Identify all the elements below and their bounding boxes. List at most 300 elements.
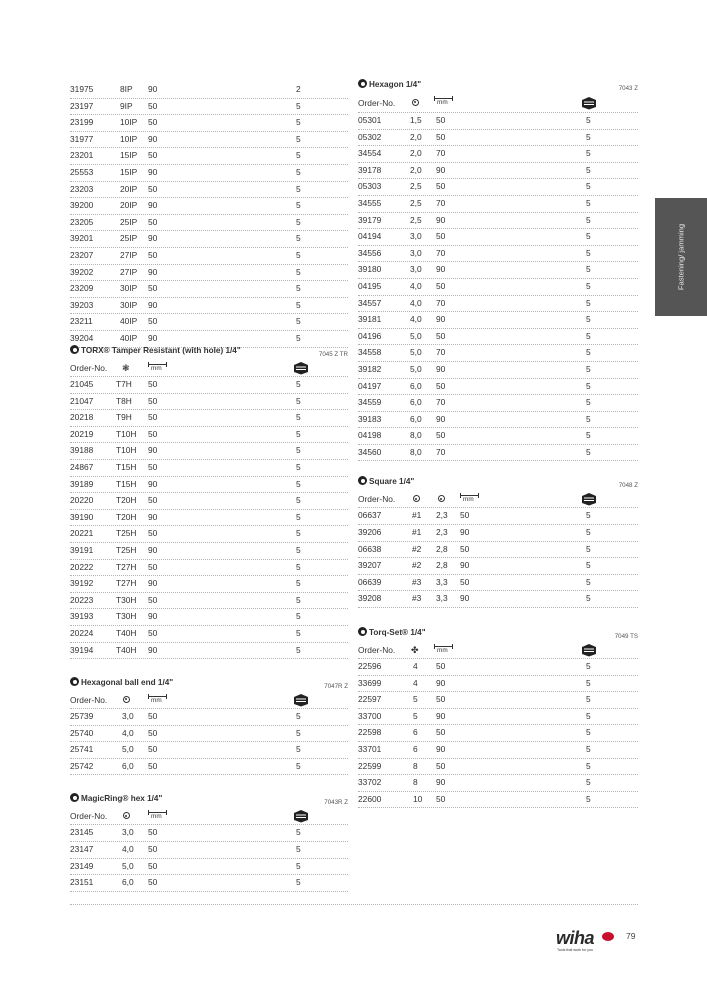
table-cell: 90 — [148, 445, 158, 456]
table-cell: 20220 — [70, 495, 94, 506]
table-cell: 50 — [148, 844, 158, 855]
table-row — [358, 742, 638, 759]
table-cell: 06637 — [358, 510, 382, 521]
table-cell: 5 — [586, 115, 591, 125]
table-cell: 90 — [148, 511, 158, 522]
table-cell: 5 — [296, 711, 301, 722]
table-cell: 5 — [296, 316, 301, 327]
table-row — [70, 427, 348, 444]
table-cell: 5 — [296, 528, 301, 539]
table-cell: 24867 — [70, 461, 94, 472]
length-icon: mm — [434, 97, 453, 106]
table-cell: 90 — [460, 560, 470, 571]
table-cell: 23207 — [70, 249, 94, 260]
table-cell: 90 — [436, 710, 446, 721]
table-row — [358, 146, 638, 163]
table-cell: 5 — [586, 231, 591, 242]
table-cell: 5 — [296, 266, 301, 277]
table-header — [358, 642, 638, 659]
table-cell: 23209 — [70, 283, 94, 294]
table-cell: 5 — [586, 363, 591, 374]
torx-plus-table — [70, 82, 348, 343]
table-cell: T27H — [116, 561, 137, 572]
table-cell: 90 — [436, 744, 446, 754]
table-row — [70, 709, 348, 726]
table-cell: 5 — [296, 445, 301, 456]
table-cell: 23211 — [70, 316, 93, 327]
table-cell: 5 — [296, 299, 301, 310]
table-row — [358, 246, 638, 263]
table-row — [70, 510, 348, 527]
table-row — [70, 215, 348, 232]
table-cell: 50 — [148, 412, 158, 423]
table-cell: 50 — [148, 216, 158, 227]
table-row — [70, 477, 348, 494]
order-no-header: Order-No. — [70, 363, 108, 373]
table-row — [70, 281, 348, 298]
table-row — [70, 443, 348, 460]
table-cell: 34557 — [358, 297, 382, 308]
table-cell: 3,0 — [410, 264, 422, 275]
table-cell: 50 — [148, 594, 158, 605]
table-cell: 39191 — [70, 544, 94, 555]
table-cell: 50 — [436, 131, 446, 142]
table-cell: 5 — [586, 543, 591, 554]
table-row — [358, 659, 638, 676]
table-cell: 5 — [296, 166, 301, 177]
table-cell: 6,0 — [410, 413, 422, 424]
table-cell: 6,0 — [122, 760, 134, 771]
table-cell: 5 — [586, 661, 591, 672]
table-cell: 39208 — [358, 593, 382, 604]
hexagon-title-row — [358, 78, 638, 94]
table-row — [358, 329, 638, 346]
table-cell: #2 — [412, 543, 422, 554]
table-cell: 50 — [436, 727, 446, 738]
table-cell: 5 — [296, 594, 301, 605]
table-cell: 39207 — [358, 560, 382, 571]
table-cell: 2,3 — [436, 527, 448, 538]
table-cell: 20IP — [120, 183, 138, 194]
table-cell: 39189 — [70, 478, 94, 489]
table-row — [358, 558, 638, 575]
table-cell: 10 — [413, 793, 423, 804]
order-no-header: Order-No. — [358, 645, 396, 656]
table-cell: 70 — [436, 446, 446, 457]
table-cell: 90 — [148, 84, 158, 94]
table-cell: 50 — [436, 694, 446, 705]
table-cell: 50 — [436, 280, 446, 291]
table-row — [70, 298, 348, 315]
table-row — [70, 314, 348, 331]
table-cell: 22596 — [358, 661, 382, 672]
table-cell: 20219 — [70, 428, 94, 439]
table-cell: 50 — [436, 115, 446, 125]
table-cell: 5 — [296, 844, 301, 855]
table-row — [358, 163, 638, 180]
table-row — [358, 412, 638, 429]
table-row — [70, 265, 348, 282]
table-row — [358, 296, 638, 313]
table-cell: 90 — [148, 644, 158, 655]
table-cell: 6 — [413, 744, 418, 754]
table-cell: 50 — [148, 183, 158, 194]
brand-tagline: Tools that work for you — [557, 948, 593, 952]
table-row — [70, 115, 348, 132]
table-cell: 10IP — [120, 133, 138, 144]
table-cell: 2,8 — [436, 560, 448, 571]
table-cell: 04197 — [358, 380, 382, 391]
table-row — [358, 428, 638, 445]
section-title: Hexagon 1/4" — [369, 80, 422, 89]
table-cell: T30H — [116, 594, 137, 605]
table-row — [70, 842, 348, 859]
hexagon-size-icon — [123, 812, 130, 819]
table-cell: 5 — [296, 117, 301, 128]
table-cell: 3,0 — [122, 827, 134, 838]
table-cell: 5 — [296, 611, 301, 622]
table-cell: 70 — [436, 297, 446, 308]
table-cell: 22597 — [358, 694, 382, 705]
table-cell: T20H — [116, 495, 137, 506]
table-row — [70, 742, 348, 759]
table-cell: 34554 — [358, 148, 382, 159]
table-cell: 50 — [436, 380, 446, 391]
table-cell: 90 — [460, 593, 470, 604]
table-cell: 5 — [586, 446, 591, 457]
table-cell: 39192 — [70, 578, 94, 589]
table-cell: #1 — [412, 527, 422, 538]
table-row — [358, 213, 638, 230]
table-cell: 8 — [413, 760, 418, 771]
table-row — [70, 198, 348, 215]
section-title: Hexagonal ball end 1/4" — [81, 678, 174, 688]
table-cell: 50 — [436, 430, 446, 441]
table-cell: T7H — [116, 379, 132, 389]
magicring-title-row — [70, 792, 348, 808]
table-cell: T25H — [116, 528, 137, 539]
table-cell: 39180 — [358, 264, 382, 275]
table-row — [358, 709, 638, 726]
table-cell: 5 — [296, 412, 301, 423]
table-row — [70, 377, 348, 394]
table-cell: 5 — [296, 877, 301, 888]
table-cell: 27IP — [120, 249, 138, 260]
table-cell: 5 — [296, 150, 301, 161]
table-cell: 10IP — [120, 117, 138, 128]
table-cell: 5 — [296, 216, 301, 227]
table-cell: 5 — [586, 710, 591, 721]
table-row — [358, 542, 638, 559]
table-cell: 4,0 — [122, 727, 134, 738]
magicring-icon — [70, 793, 79, 802]
table-row — [358, 508, 638, 525]
table-cell: 33701 — [358, 744, 382, 754]
table-cell: 2,8 — [436, 543, 448, 554]
table-cell: 50 — [148, 117, 158, 128]
table-cell: 33700 — [358, 710, 382, 721]
table-cell: 39200 — [70, 200, 94, 211]
section-title: MagicRing® hex 1/4" — [81, 794, 163, 804]
table-cell: 4,0 — [122, 844, 134, 855]
diameter-icon — [438, 495, 445, 502]
hexagon-ball-icon — [70, 677, 79, 686]
table-cell: 5 — [296, 744, 301, 755]
table-cell: 70 — [436, 148, 446, 159]
package-icon — [292, 361, 310, 375]
brand-mark-icon — [602, 932, 614, 941]
table-cell: 5 — [586, 280, 591, 291]
table-cell: 90 — [436, 264, 446, 275]
section-title: Square 1/4" — [369, 477, 415, 487]
left-column — [70, 82, 348, 892]
table-cell: 5 — [586, 148, 591, 159]
table-cell: 3,3 — [436, 593, 448, 604]
length-icon: mm — [148, 363, 167, 372]
table-cell: #3 — [412, 576, 422, 587]
table-cell: 50 — [148, 760, 158, 771]
table-cell: 50 — [148, 744, 158, 755]
table-cell: 22600 — [358, 793, 382, 804]
table-row — [70, 493, 348, 510]
package-icon — [292, 809, 310, 823]
table-cell: 90 — [436, 164, 446, 175]
table-row — [358, 445, 638, 462]
table-cell: 8,0 — [410, 446, 422, 457]
table-cell: 39190 — [70, 511, 94, 522]
table-cell: 3,0 — [410, 247, 422, 258]
table-cell: 25553 — [70, 166, 94, 177]
table-cell: 04195 — [358, 280, 382, 291]
table-row — [70, 626, 348, 643]
order-no-header: Order-No. — [358, 494, 396, 505]
table-cell: 6,0 — [122, 877, 134, 888]
table-cell: 50 — [148, 495, 158, 506]
table-cell: 39179 — [358, 214, 382, 225]
table-cell: T8H — [116, 395, 132, 406]
table-cell: 90 — [148, 578, 158, 589]
table-row — [70, 759, 348, 776]
table-cell: 90 — [148, 200, 158, 211]
torqset-icon — [358, 627, 367, 636]
table-cell: 5 — [586, 197, 591, 208]
table-row — [70, 576, 348, 593]
table-cell: 5 — [296, 249, 301, 260]
table-cell: 05301 — [358, 115, 382, 125]
table-cell: T27H — [116, 578, 137, 589]
table-row — [70, 609, 348, 626]
table-cell: T40H — [116, 627, 137, 638]
table-cell: 90 — [148, 166, 158, 177]
table-row — [358, 113, 638, 130]
table-cell: T30H — [116, 611, 137, 622]
table-cell: 5 — [586, 380, 591, 391]
hexball-title-row — [70, 676, 348, 692]
table-row — [358, 725, 638, 742]
table-header — [70, 360, 348, 377]
table-cell: 50 — [148, 827, 158, 838]
table-cell: 9IP — [120, 100, 133, 111]
table-cell: 05302 — [358, 131, 382, 142]
table-row — [358, 575, 638, 592]
table-cell: 21045 — [70, 379, 94, 389]
hexagon-icon — [358, 79, 367, 88]
page-number: 79 — [626, 931, 636, 941]
table-cell: T20H — [116, 511, 137, 522]
table-cell: 2,5 — [410, 214, 422, 225]
table-header — [358, 94, 638, 113]
table-cell: 5 — [296, 827, 301, 838]
table-cell: 20224 — [70, 627, 94, 638]
package-icon — [580, 96, 598, 110]
table-row — [70, 526, 348, 543]
table-cell: 5 — [296, 495, 301, 506]
table-cell: 23145 — [70, 827, 94, 838]
table-cell: 90 — [148, 478, 158, 489]
table-cell: 2,0 — [410, 164, 422, 175]
table-cell: 4,0 — [410, 280, 422, 291]
table-row — [70, 560, 348, 577]
order-no-header: Order-No. — [358, 98, 396, 108]
chapter-tab[interactable] — [655, 198, 707, 316]
table-cell: 70 — [436, 397, 446, 408]
table-cell: 90 — [436, 413, 446, 424]
table-cell: 5,0 — [410, 347, 422, 358]
table-cell: 50 — [148, 249, 158, 260]
table-cell: 50 — [460, 576, 470, 587]
table-cell: 5,0 — [410, 330, 422, 341]
torx-tamper-table — [70, 377, 348, 659]
table-cell: 22599 — [358, 760, 382, 771]
table-row — [358, 345, 638, 362]
table-cell: 1,5 — [410, 115, 422, 125]
table-cell: 3,3 — [436, 576, 448, 587]
table-cell: 04198 — [358, 430, 382, 441]
table-cell: 06638 — [358, 543, 382, 554]
table-cell: 50 — [436, 760, 446, 771]
table-cell: 5 — [296, 760, 301, 771]
table-row — [358, 262, 638, 279]
table-cell: 2,3 — [436, 510, 448, 521]
table-cell: 50 — [148, 727, 158, 738]
table-cell: T9H — [116, 412, 132, 423]
table-cell: 23205 — [70, 216, 94, 227]
table-cell: 5 — [296, 283, 301, 294]
article-code: 7045 Z TR — [318, 351, 348, 358]
table-cell: #2 — [412, 560, 422, 571]
table-cell: 90 — [148, 133, 158, 144]
table-cell: 50 — [148, 395, 158, 406]
table-row — [70, 165, 348, 182]
table-cell: 20IP — [120, 200, 138, 211]
table-cell: 39193 — [70, 611, 94, 622]
table-cell: 50 — [436, 231, 446, 242]
table-row — [70, 132, 348, 149]
table-cell: 5 — [296, 332, 301, 343]
table-cell: 5 — [296, 395, 301, 406]
torqset-profile-icon: ✤ — [411, 645, 419, 656]
table-cell: 06639 — [358, 576, 382, 587]
table-header — [70, 692, 348, 709]
table-cell: 5 — [296, 727, 301, 738]
table-cell: 5 — [586, 510, 591, 521]
table-row — [70, 875, 348, 892]
table-cell: 5 — [586, 330, 591, 341]
table-cell: 04194 — [358, 231, 382, 242]
table-cell: 5 — [586, 527, 591, 538]
table-cell: 50 — [148, 150, 158, 161]
table-cell: 4,0 — [410, 297, 422, 308]
section-title: Torq-Set® 1/4" — [369, 628, 426, 638]
table-cell: 40IP — [120, 316, 138, 327]
table-cell: 5 — [296, 544, 301, 555]
table-cell: 31975 — [70, 84, 94, 94]
table-cell: 20222 — [70, 561, 94, 572]
table-cell: 5 — [586, 131, 591, 142]
table-cell: 5 — [296, 478, 301, 489]
table-cell: 90 — [148, 332, 158, 343]
order-no-header: Order-No. — [70, 695, 108, 706]
table-cell: 33702 — [358, 777, 382, 788]
table-cell: #1 — [412, 510, 422, 521]
package-icon — [580, 643, 598, 657]
table-cell: 90 — [148, 299, 158, 310]
table-cell: 34559 — [358, 397, 382, 408]
right-column — [358, 78, 638, 808]
table-cell: 3,0 — [410, 231, 422, 242]
table-cell: 5 — [586, 593, 591, 604]
table-row — [70, 825, 348, 842]
table-cell: 34560 — [358, 446, 382, 457]
table-cell: 50 — [148, 100, 158, 111]
magicring-table — [70, 825, 348, 891]
table-cell: 39206 — [358, 527, 382, 538]
table-cell: 34556 — [358, 247, 382, 258]
table-cell: 50 — [148, 283, 158, 294]
table-row — [70, 248, 348, 265]
table-cell: 5 — [586, 694, 591, 705]
brand-wordmark: wiha — [556, 928, 595, 948]
square-table — [358, 508, 638, 608]
table-cell: 39182 — [358, 363, 382, 374]
table-cell: 5 — [586, 413, 591, 424]
table-cell: 23149 — [70, 860, 94, 871]
table-cell: 25742 — [70, 760, 94, 771]
table-row — [70, 182, 348, 199]
table-cell: 25739 — [70, 711, 94, 722]
table-cell: 5 — [296, 461, 301, 472]
table-cell: 4 — [413, 677, 418, 688]
square-size-icon — [413, 495, 420, 502]
table-cell: 5 — [586, 777, 591, 788]
table-row — [70, 231, 348, 248]
table-cell: 5 — [413, 710, 418, 721]
table-cell: 5 — [586, 560, 591, 571]
torx-profile-icon: ❃ — [122, 363, 130, 373]
table-cell: 5 — [413, 694, 418, 705]
table-cell: 25741 — [70, 744, 94, 755]
table-cell: 25740 — [70, 727, 94, 738]
table-cell: 4,0 — [410, 314, 422, 325]
table-row — [358, 395, 638, 412]
table-cell: 50 — [460, 543, 470, 554]
table-cell: T15H — [116, 461, 137, 472]
section-title: TORX® Tamper Resistant (with hole) 1/4" — [81, 346, 241, 355]
table-cell: 90 — [436, 314, 446, 325]
table-cell: 25IP — [120, 233, 138, 244]
table-cell: 90 — [436, 777, 446, 788]
table-row — [70, 148, 348, 165]
